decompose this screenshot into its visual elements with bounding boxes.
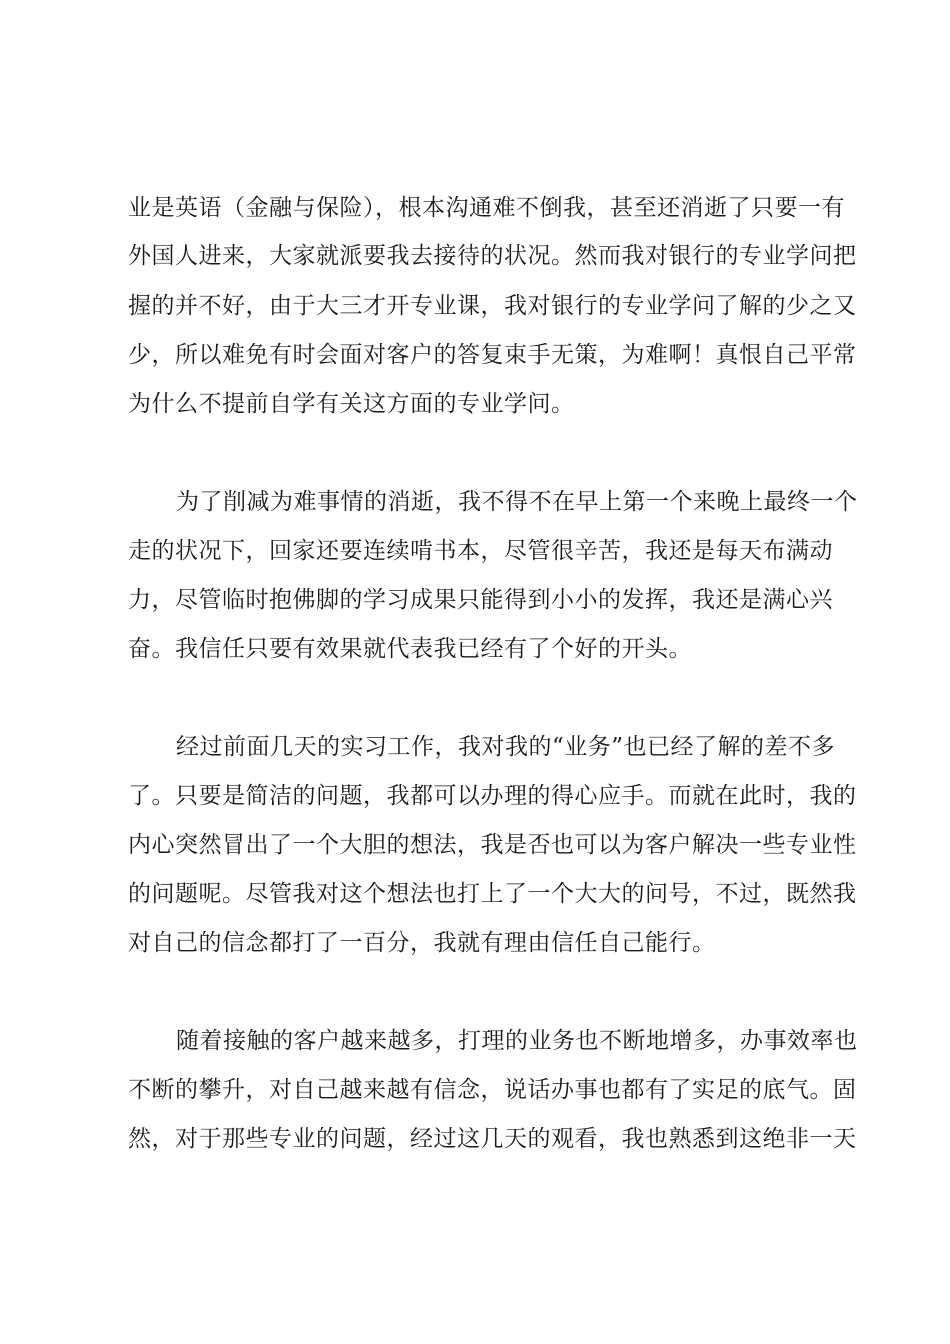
paragraph-line: 内心突然冒出了一个大胆的想法，我是否也可以为客户解决一些专业性 — [128, 832, 857, 858]
paragraph-line: 的问题呢。尽管我对这个想法也打上了一个大大的问号，不过，既然我 — [128, 881, 857, 907]
paragraph-line: 少，所以难免有时会面对客户的答复束手无策，为难啊！真恨自己平常 — [128, 342, 857, 368]
paragraph-line: 力，尽管临时抱佛脚的学习成果只能得到小小的发挥，我还是满心兴 — [128, 587, 833, 613]
paragraph-line: 经过前面几天的实习工作，我对我的“业务”也已经了解的差不多 — [176, 734, 836, 760]
paragraph-line: 握的并不好，由于大三才开专业课，我对银行的专业学问了解的少之又 — [128, 293, 857, 319]
paragraph-line: 了。只要是简洁的问题，我都可以办理的得心应手。而就在此时，我的 — [128, 783, 857, 809]
paragraph-line: 业是英语（金融与保险），根本沟通难不倒我，甚至还消逝了只要一有 — [128, 195, 845, 221]
paragraph-line: 对自己的信念都打了一百分，我就有理由信任自己能行。 — [128, 930, 716, 956]
paragraph-line: 随着接触的客户越来越多，打理的业务也不断地增多，办事效率也 — [176, 1028, 858, 1054]
paragraph-line: 为什么不提前自学有关这方面的专业学问。 — [128, 391, 575, 417]
paragraph-line: 外国人进来，大家就派要我去接待的状况。然而我对银行的专业学问把 — [128, 243, 857, 269]
paragraph-line: 走的状况下，回家还要连续啃书本，尽管很辛苦，我还是每天布满动 — [128, 538, 833, 564]
paragraph-line: 奋。我信任只要有效果就代表我已经有了个好的开头。 — [128, 636, 692, 662]
paragraph-line: 为了削减为难事情的消逝，我不得不在早上第一个来晚上最终一个 — [176, 489, 858, 515]
paragraph-line: 然，对于那些专业的问题，经过这几天的观看，我也熟悉到这绝非一天 — [128, 1126, 857, 1152]
paragraph-line: 不断的攀升，对自己越来越有信念，说话办事也都有了实足的底气。固 — [128, 1077, 857, 1103]
